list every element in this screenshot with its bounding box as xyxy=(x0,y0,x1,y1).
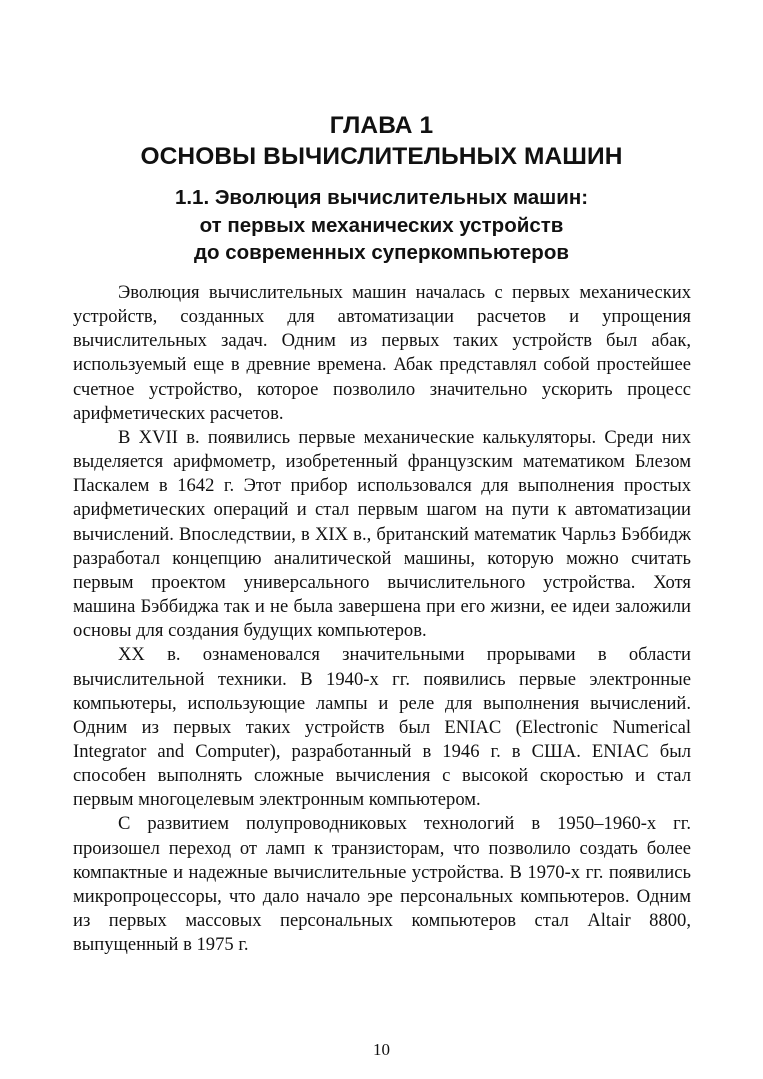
paragraph-1: Эволюция вычислительных машин началась с первых механических устройств, созданных для автоматизации расчетов и упрощения вычислительных задач. Одним из первых таких устройств был абак, используемый еще в древние времена. Абак представлял собой простейшее счетное устройство, которое позволило значительно ускорить процесс арифметических расчетов. xyxy=(73,282,691,424)
chapter-number: ГЛАВА 1 xyxy=(329,112,434,139)
paragraph-3: XX в. ознаменовался значительными прорывами в области вычислительной техники. В 1940-х гг. появились первые электронные компьютеры, использующие лампы и реле для выполнения вычислений. Одним из первых таких устройств был ENIAC (Electronic Numerical Integrator and Computer), разработанный в 1946 г. в США. ENIAC был способен выполнять сложные вычисления с высокой скоростью и стал первым многоцелевым электронным компьютером. xyxy=(73,644,691,811)
body-text xyxy=(73,281,691,957)
page-number: 10 xyxy=(373,1040,390,1059)
chapter-title: ОСНОВЫ ВЫЧИСЛИТЕЛЬНЫХ МАШИН xyxy=(140,143,623,170)
section-title-line-3: до современных суперкомпьютеров xyxy=(194,241,569,264)
paragraph-2: В XVII в. появились первые механические калькуляторы. Среди них выделяется арифмометр, изобретенный французским математиком Блезом Паскалем в 1642 г. Этот прибор использовался для выполнения простых арифметических операций и стал первым шагом на пути к автоматизации вычислений. Впоследствии, в XIX в., британский математик Чарльз Бэббидж разработал концепцию аналитической машины, которую можно считать первым проектом универсального вычислительного устройства. Хотя машина Бэббиджа так и не была завершена при его жизни, ее идеи заложили основы для создания будущих компьютеров. xyxy=(73,426,691,642)
section-title-line-2: от первых механических устройств xyxy=(199,214,564,237)
paragraph-4: С развитием полупроводниковых технологий в 1950–1960-х гг. произошел переход от ламп к транзисторам, что позволило создать более компактные и надежные вычислительные устройства. В 1970-х гг. появились микропроцессоры, что дало начало эре персональных компьютеров. Одним из первых массовых персональных компьютеров стал Altair 8800, выпущенный в 1975 г. xyxy=(73,813,691,956)
section-title-line-1: 1.1. Эволюция вычислительных машин: xyxy=(174,186,589,209)
